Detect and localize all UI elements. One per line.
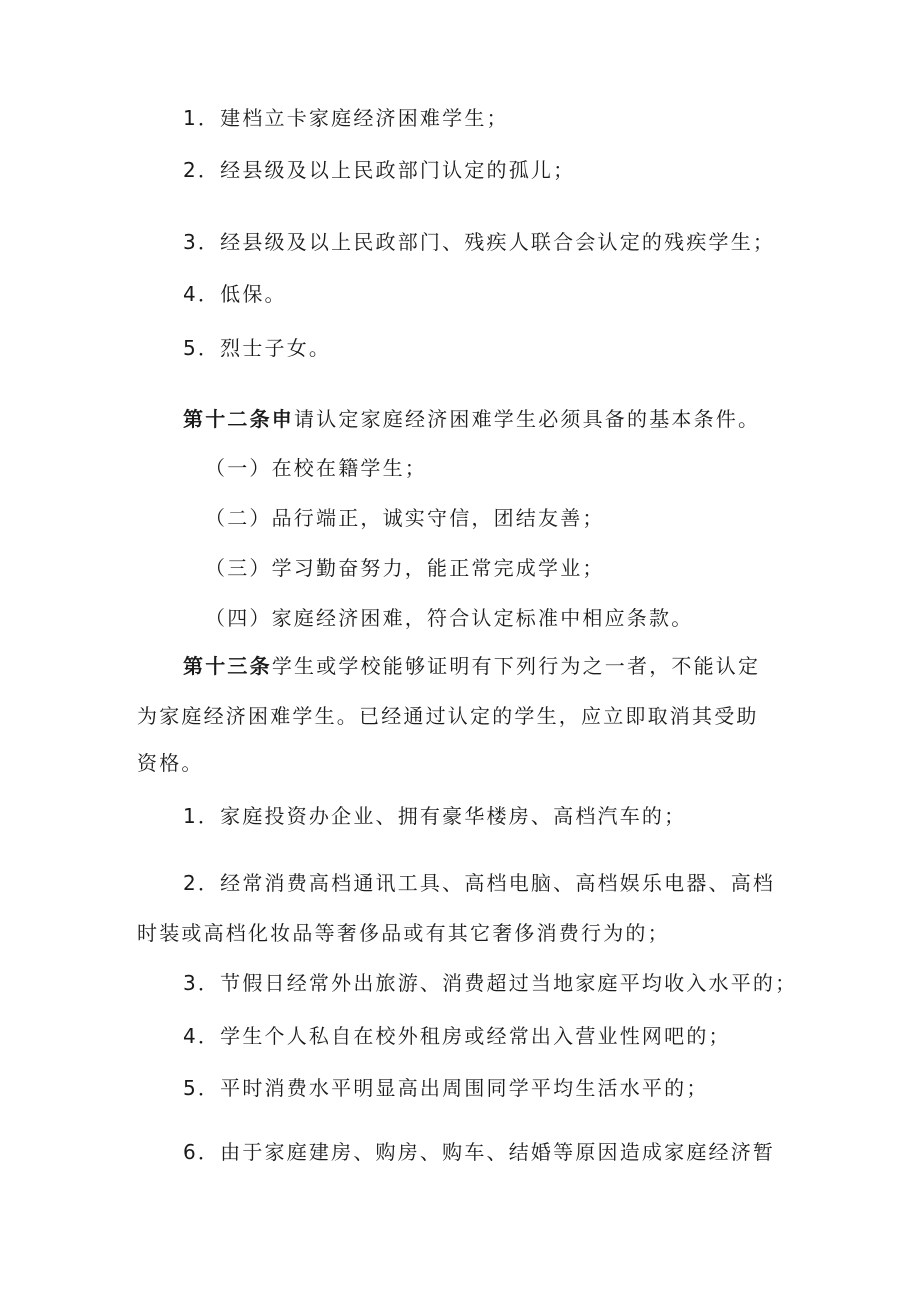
article-12-paragraph <box>183 407 760 431</box>
behavior-item: 5．平时消费水平明显高出周围同学平均生活水平的； <box>183 1076 709 1100</box>
article-13-paragraph <box>183 654 760 678</box>
list-item: 4．低保。 <box>183 282 287 306</box>
list-item: 5．烈士子女。 <box>183 336 332 360</box>
behavior-item-continuation: 时装或高档化妆品等奢侈品或有其它奢侈消费行为的； <box>137 921 670 945</box>
behavior-item: 6．由于家庭建房、购房、购车、结婚等原因造成家庭经济暂 <box>183 1140 776 1164</box>
condition-item: （一）在校在籍学生； <box>205 456 427 480</box>
list-item: 2．经县级及以上民政部门认定的孤儿； <box>183 158 576 182</box>
condition-item: （二）品行端正，诚实守信，团结友善； <box>205 506 605 530</box>
article-12-title: 第十二条申 <box>183 407 294 431</box>
condition-item: （四）家庭经济困难，符合认定标准中相应条款。 <box>205 606 694 630</box>
behavior-item: 2．经常消费高档通讯工具、高档电脑、高档娱乐电器、高档 <box>183 871 776 895</box>
behavior-item: 3．节假日经常外出旅游、消费超过当地家庭平均收入水平的； <box>183 971 798 995</box>
behavior-item: 1．家庭投资办企业、拥有豪华楼房、高档汽车的； <box>183 804 687 828</box>
list-item: 1．建档立卡家庭经济困难学生； <box>183 106 509 130</box>
article-12-text: 请认定家庭经济困难学生必须具备的基本条件。 <box>294 407 761 431</box>
article-13-line-3: 资格。 <box>137 751 204 775</box>
condition-item: （三）学习勤奋努力，能正常完成学业； <box>205 556 605 580</box>
behavior-item: 4．学生个人私自在校外租房或经常出入营业性网吧的； <box>183 1024 731 1048</box>
list-item: 3．经县级及以上民政部门、残疾人联合会认定的残疾学生； <box>183 230 776 254</box>
article-13-line-1: 学生或学校能够证明有下列行为之一者，不能认定 <box>271 654 761 678</box>
article-13-title: 第十三条 <box>183 654 272 678</box>
article-13-line-2: 为家庭经济困难学生。已经通过认定的学生，应立即取消其受助 <box>137 704 759 728</box>
